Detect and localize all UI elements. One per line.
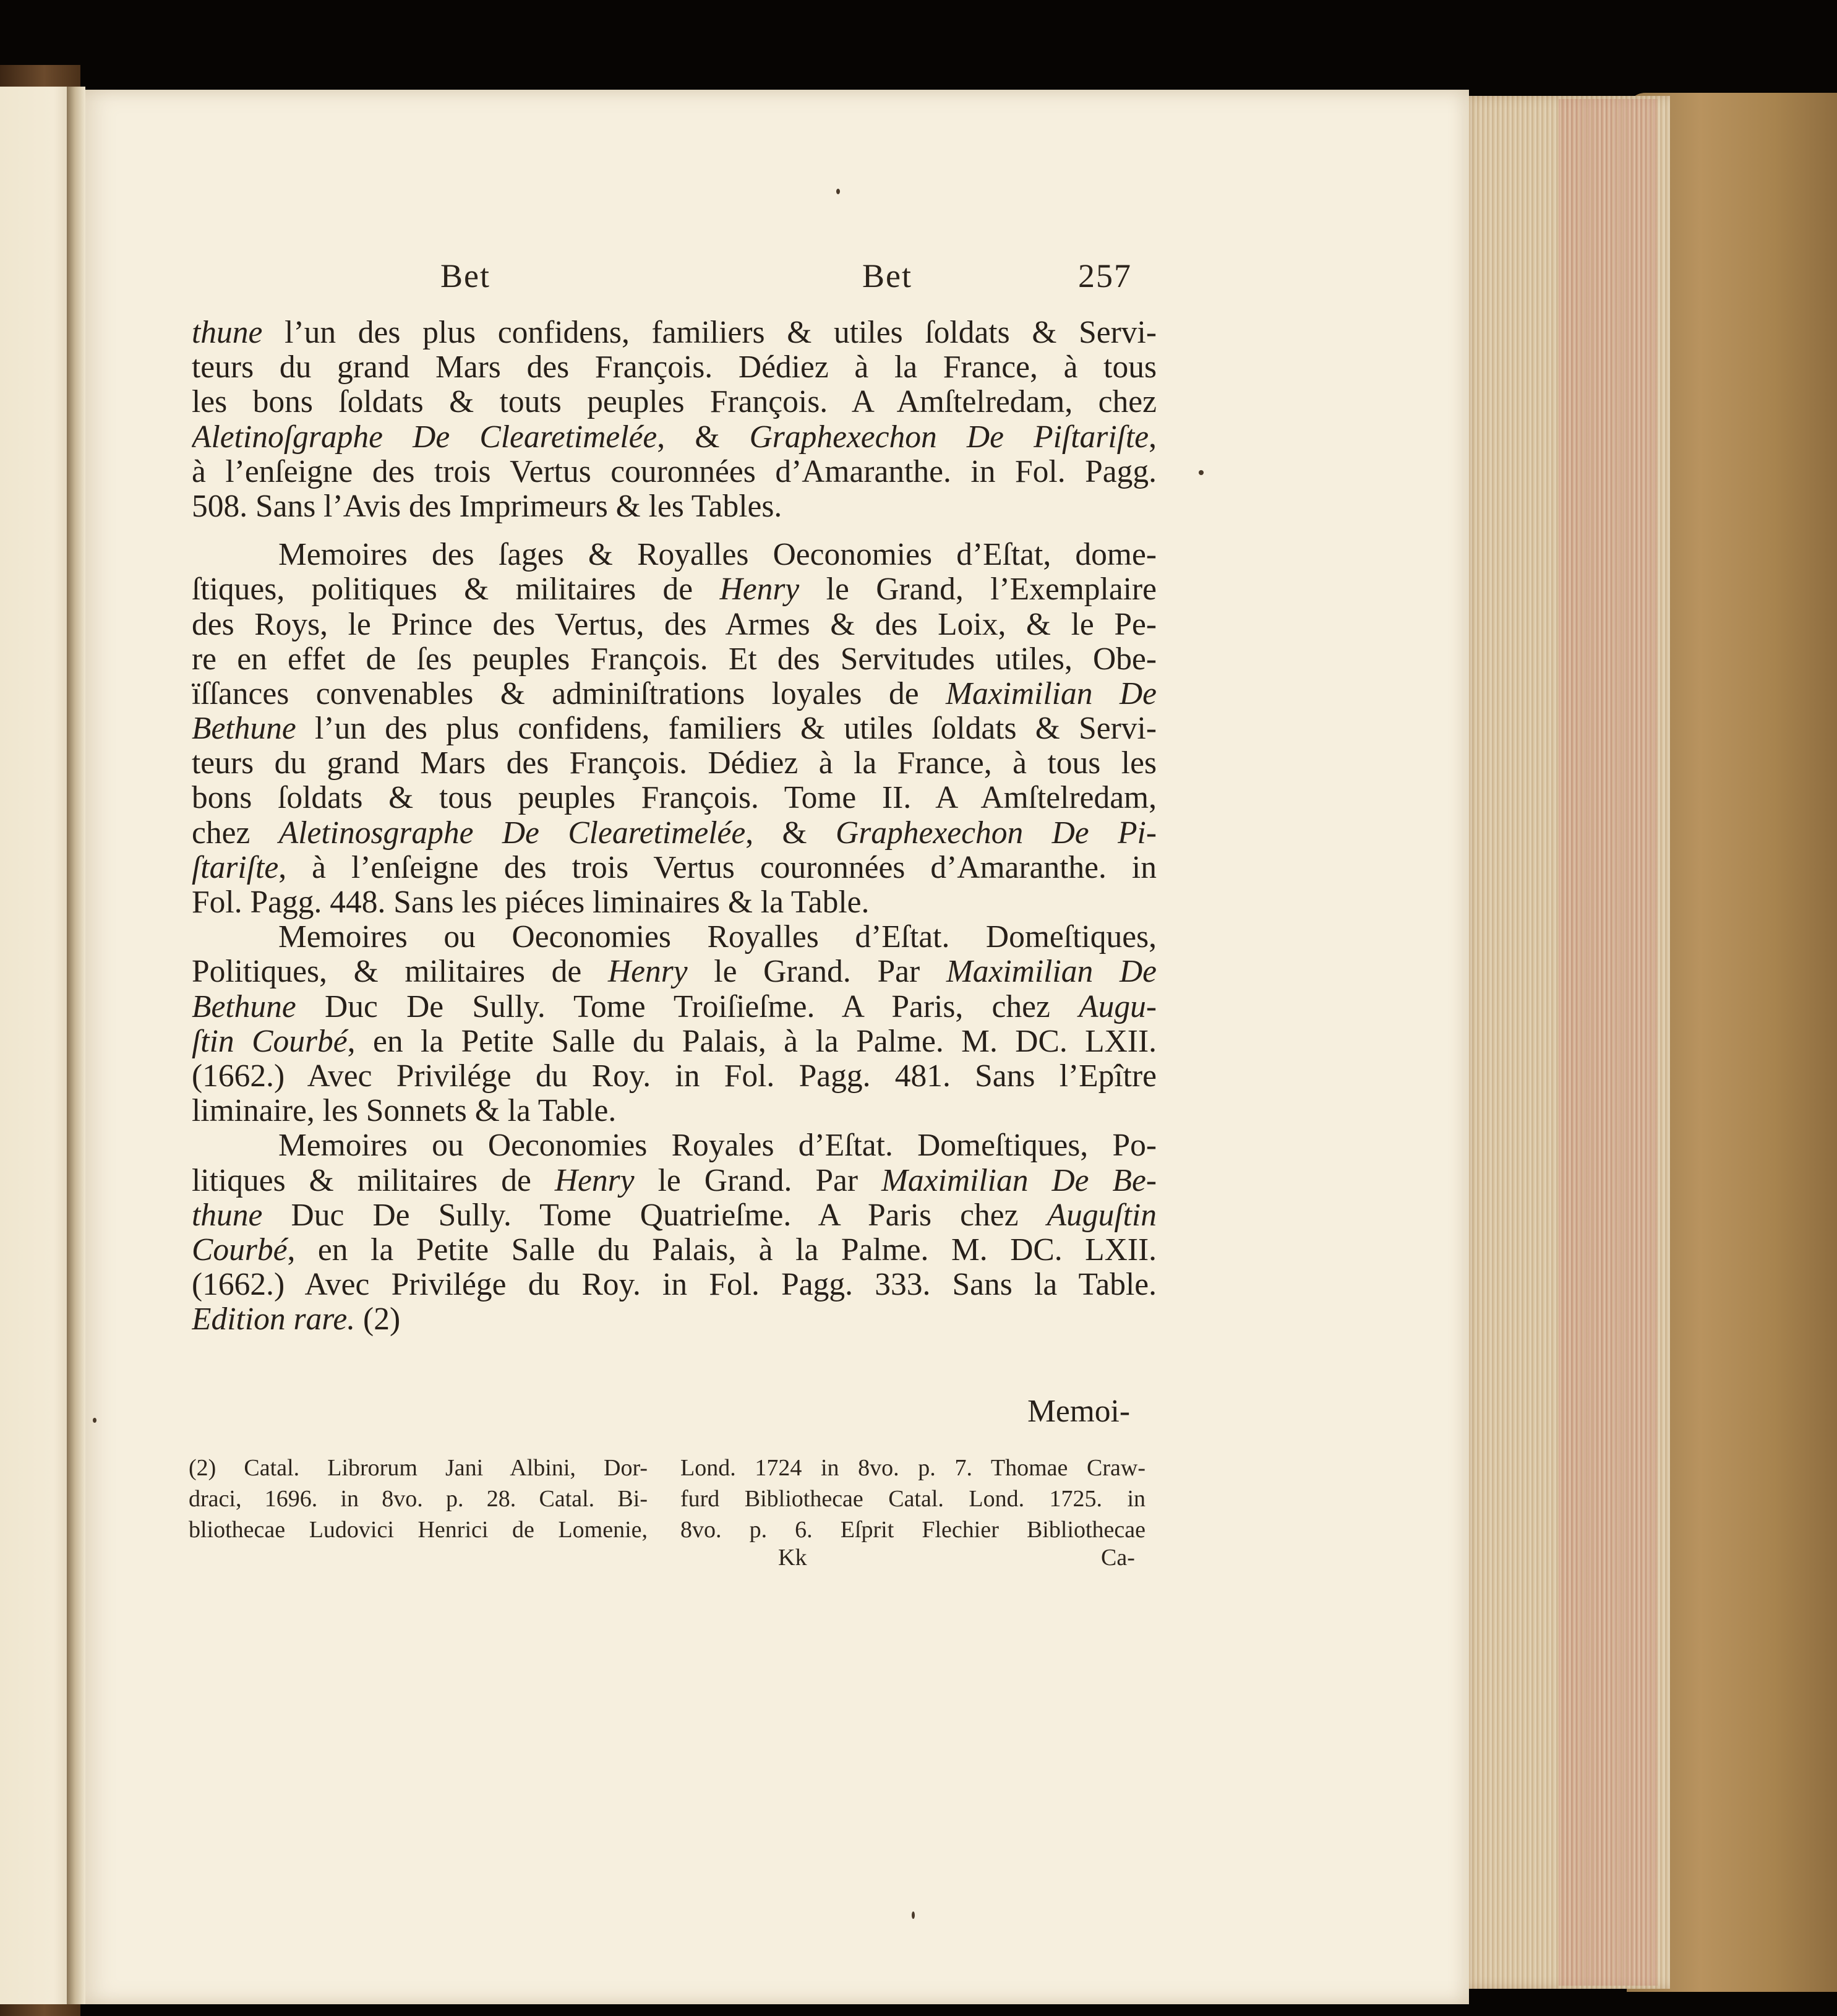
text-line: ſtin Courbé, en la Petite Salle du Palais, à la Palme. M. DC. LXII. xyxy=(192,1024,1157,1059)
text-line: à l’enſeigne des trois Vertus couronnées d’Amaranthe. in Fol. Pagg. xyxy=(192,454,1157,489)
text-line: (1662.) Avec Privilége du Roy. in Fol. Pagg. 333. Sans la Table. xyxy=(192,1268,1157,1303)
running-head-center: Bet xyxy=(862,257,912,294)
text-line: re en effet de ſes peuples François. Et des Servitudes utiles, Obe- xyxy=(192,641,1157,677)
paper-speck xyxy=(93,1418,96,1423)
footnote-catchword: Ca- xyxy=(1101,1545,1135,1571)
text-line: Edition rare. (2) xyxy=(192,1302,401,1337)
verso-page-edge xyxy=(0,87,77,2004)
text-line: Fol. Pagg. 448. Sans les piéces liminaires & la Table. xyxy=(192,885,870,920)
text-line: bons ſoldats & tous peuples François. Tome II. A Amſtelredam, xyxy=(192,781,1157,816)
paper-speck xyxy=(836,189,840,194)
text-line: Bethune Duc De Sully. Tome Troiſieſme. A Paris, chez Augu- xyxy=(192,989,1157,1024)
text-line: teurs du grand Mars des François. Dédiez à la France, à tous xyxy=(192,350,1157,385)
text-line: 508. Sans l’Avis des Imprimeurs & les Tables. xyxy=(192,489,782,524)
text-line: Memoires ou Oeconomies Royalles d’Eſtat. Domeſtiques, xyxy=(278,920,1157,955)
footnote-left xyxy=(189,1452,648,1545)
page-block-red-edge xyxy=(1559,99,1658,1986)
text-line: chez Aletinosgraphe De Clearetimelée, & Graphexechon De Pi- xyxy=(192,815,1157,851)
page-number: 257 xyxy=(1078,257,1132,294)
signature-mark: Kk xyxy=(778,1545,807,1571)
footnote-line: furd Bibliothecae Catal. Lond. 1725. in xyxy=(680,1486,1145,1512)
text-line: ſtariſte, à l’enſeigne des trois Vertus couronnées d’Amaranthe. in xyxy=(192,850,1157,885)
text-line: teurs du grand Mars des François. Dédiez à la France, à tous les xyxy=(192,746,1157,781)
running-head-left: Bet xyxy=(440,257,490,294)
footnote-line: bliothecae Ludovici Henrici de Lomenie, xyxy=(189,1517,648,1543)
text-line: Politiques, & militaires de Henry le Grand. Par Maximilian De xyxy=(192,954,1157,990)
text-line: liminaire, les Sonnets & la Table. xyxy=(192,1094,617,1129)
footnote-line: draci, 1696. in 8vo. p. 28. Catal. Bi- xyxy=(189,1486,648,1512)
footnote-line: 8vo. p. 6. Eſprit Flechier Bibliothecae xyxy=(680,1517,1145,1543)
text-line: Courbé, en la Petite Salle du Palais, à la Palme. M. DC. LXII. xyxy=(192,1232,1157,1268)
footnote-right xyxy=(680,1452,1145,1545)
footnote-line: (2) Catal. Librorum Jani Albini, Dor- xyxy=(189,1455,648,1481)
text-line: les bons ſoldats & touts peuples François. A Amſtelredam, chez xyxy=(192,385,1157,420)
text-line: des Roys, le Prince des Vertus, des Armes & des Loix, & le Pe- xyxy=(192,607,1157,642)
text-line: Memoires des ſages & Royalles Oeconomies d’Eſtat, dome- xyxy=(278,538,1157,573)
paper-speck xyxy=(1199,470,1204,475)
text-line: thune Duc De Sully. Tome Quatrieſme. A Paris chez Auguſtin xyxy=(192,1198,1157,1233)
footnote-line: Lond. 1724 in 8vo. p. 7. Thomae Craw- xyxy=(680,1455,1145,1481)
text-line: Bethune l’un des plus confidens, familiers & utiles ſoldats & Servi- xyxy=(192,711,1157,747)
gutter xyxy=(67,87,85,2004)
text-line: Memoires ou Oeconomies Royales d’Eſtat. Domeſtiques, Po- xyxy=(278,1128,1157,1164)
text-line: ſtiques, politiques & militaires de Henry le Grand, l’Exemplaire xyxy=(192,572,1157,607)
text-line: ïſſances convenables & adminiſtrations loyales de Maximilian De xyxy=(192,676,1157,711)
catchword: Memoi- xyxy=(1027,1394,1130,1429)
text-line: litiques & militaires de Henry le Grand. Par Maximilian De Be- xyxy=(192,1163,1157,1198)
text-line: (1662.) Avec Privilége du Roy. in Fol. Pagg. 481. Sans l’Epître xyxy=(192,1058,1157,1094)
text-line: Aletinoſgraphe De Clearetimelée, & Graphexechon De Piſtariſte, xyxy=(192,419,1157,455)
text-line: thune l’un des plus confidens, familiers & utiles ſoldats & Servi- xyxy=(192,315,1157,350)
paper-speck xyxy=(912,1911,915,1919)
main-text xyxy=(192,315,1157,1337)
